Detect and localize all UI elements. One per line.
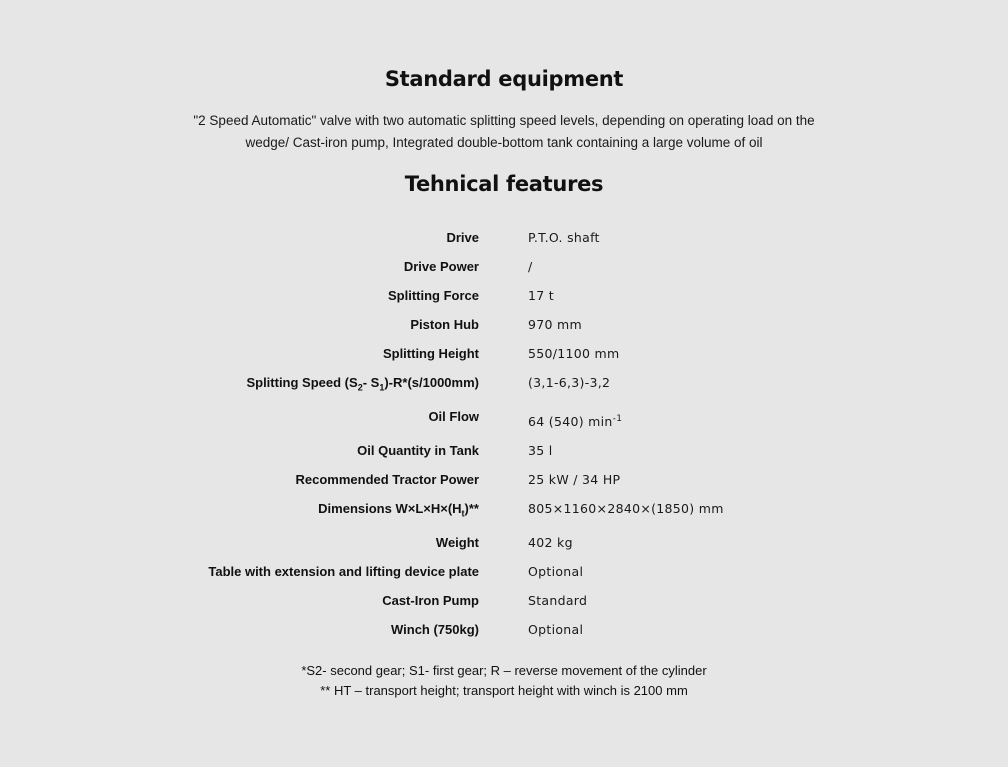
spec-row-splitting-speed xyxy=(0,373,1008,395)
label-subscript: 2 xyxy=(357,382,363,393)
spec-value: Optional xyxy=(528,564,584,579)
spec-label: Splitting Force xyxy=(388,288,479,303)
spec-label xyxy=(246,373,479,393)
spec-label: Splitting Height xyxy=(382,346,479,361)
spec-row-table-extension xyxy=(0,562,1008,584)
spec-row-splitting-force xyxy=(0,286,1008,308)
label-part: Splitting Speed (S xyxy=(246,375,358,390)
label-subscript: t xyxy=(461,508,465,519)
spec-label: Winch (750kg) xyxy=(390,622,479,637)
spec-row-oil-quantity xyxy=(0,441,1008,463)
spec-value: (3,1-6,3)-3,2 xyxy=(528,375,611,390)
spec-label: Drive Power xyxy=(403,259,479,274)
spec-value: 550/1100 mm xyxy=(528,346,620,361)
spec-row-tractor-power xyxy=(0,470,1008,492)
spec-value: 402 kg xyxy=(528,535,573,550)
spec-row-winch xyxy=(0,620,1008,642)
spec-label xyxy=(318,499,479,519)
spec-value: 970 mm xyxy=(528,317,582,332)
spec-label: Drive xyxy=(446,230,479,245)
spec-row-drive xyxy=(0,228,1008,250)
spec-row-drive-power xyxy=(0,257,1008,279)
label-subscript: 1 xyxy=(379,382,385,393)
label-part: )** xyxy=(464,501,479,516)
spec-row-oil-flow xyxy=(0,407,1008,429)
spec-label: Weight xyxy=(435,535,479,550)
spec-label: Oil Quantity in Tank xyxy=(357,443,479,458)
spec-value: 805×1160×2840×(1850) mm xyxy=(528,501,724,516)
spec-value: 17 t xyxy=(528,288,554,303)
spec-row-weight xyxy=(0,533,1008,555)
spec-label: Recommended Tractor Power xyxy=(295,472,479,487)
spec-label: Cast-Iron Pump xyxy=(382,593,479,608)
spec-label: Piston Hub xyxy=(410,317,479,332)
spec-value: 25 kW / 34 HP xyxy=(528,472,621,487)
spec-value: / xyxy=(528,259,533,274)
value-superscript: -1 xyxy=(612,413,623,424)
spec-value: 35 l xyxy=(528,443,553,458)
technical-features-title: Tehnical features xyxy=(404,172,604,196)
standard-equipment-title: Standard equipment xyxy=(384,67,624,91)
label-part: )-R*(s/1000mm) xyxy=(384,375,479,390)
spec-label: Table with extension and lifting device plate xyxy=(208,564,479,579)
spec-row-piston-hub xyxy=(0,315,1008,337)
label-part: Dimensions W×L×H×(H xyxy=(318,501,462,516)
spec-row-splitting-height xyxy=(0,344,1008,366)
spec-value xyxy=(528,412,622,432)
standard-equipment-text: "2 Speed Automatic" valve with two automatic splitting speed levels, depending on operating load on the wedge/ Cast-iron pump, Integrated double-bottom tank containing a large volume of oil xyxy=(193,113,815,150)
footnote-gears: *S2- second gear; S1- first gear; R – reverse movement of the cylinder xyxy=(301,663,707,678)
value-part: 64 (540) min xyxy=(528,414,613,429)
spec-value: Optional xyxy=(528,622,584,637)
spec-row-dimensions xyxy=(0,499,1008,521)
spec-value: P.T.O. shaft xyxy=(528,230,600,245)
spec-value: Standard xyxy=(528,593,588,608)
footnote-transport-height: ** HT – transport height; transport height with winch is 2100 mm xyxy=(320,683,688,698)
spec-label: Oil Flow xyxy=(428,409,479,424)
spec-row-cast-iron-pump xyxy=(0,591,1008,613)
label-part: - S xyxy=(362,375,380,390)
